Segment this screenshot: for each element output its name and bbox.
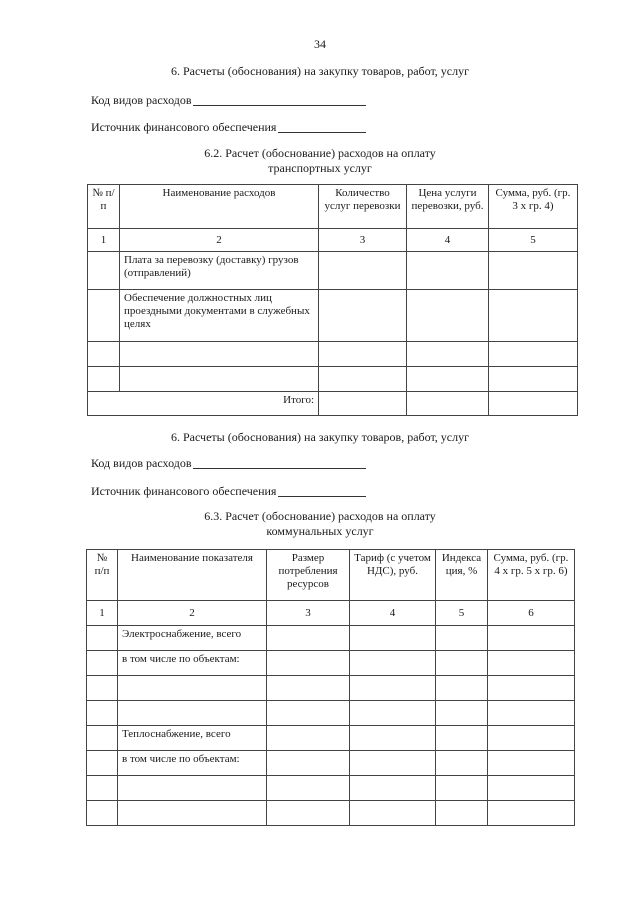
row-name-cell[interactable] [118, 701, 267, 726]
sum-cell[interactable] [488, 651, 575, 676]
sum-cell[interactable] [489, 342, 578, 367]
row-name-cell[interactable] [118, 801, 267, 826]
indexation-cell[interactable] [436, 676, 488, 701]
tariff-cell[interactable] [350, 626, 436, 651]
header-cell: Наименование расходов [120, 185, 319, 229]
consumption-cell[interactable] [267, 651, 350, 676]
sum-cell[interactable] [489, 290, 578, 342]
consumption-cell[interactable] [267, 751, 350, 776]
table-title-line1: 6.2. Расчет (обоснование) расходов на оплату [204, 146, 436, 160]
header-cell: № п/п [88, 185, 120, 229]
table-row [87, 776, 575, 801]
column-number: 2 [120, 229, 319, 252]
indexation-cell[interactable] [436, 626, 488, 651]
table-row [88, 342, 578, 367]
indexation-cell[interactable] [436, 651, 488, 676]
consumption-cell[interactable] [267, 776, 350, 801]
header-cell: Наименование показателя [118, 550, 267, 601]
row-name-cell: Обеспечение должностных лиц проездными документами в служебных целях [120, 290, 319, 342]
table-title [60, 146, 580, 176]
column-number: 1 [87, 601, 118, 626]
column-number: 3 [267, 601, 350, 626]
quantity-cell[interactable] [319, 290, 407, 342]
indexation-cell[interactable] [436, 751, 488, 776]
row-number-cell[interactable] [87, 751, 118, 776]
row-name-cell[interactable] [120, 367, 319, 392]
expense-code-field[interactable] [193, 468, 366, 469]
row-name-cell: Электроснабжение, всего [118, 626, 267, 651]
column-number: 6 [488, 601, 575, 626]
row-name-cell: Плата за перевозку (доставку) грузов (отправлений) [120, 252, 319, 290]
table-row [87, 726, 575, 751]
table-title-line2: транспортных услуг [268, 161, 372, 175]
header-cell: Индекса ция, % [436, 550, 488, 601]
tariff-cell[interactable] [350, 801, 436, 826]
row-number-cell[interactable] [88, 290, 120, 342]
sum-cell[interactable] [488, 626, 575, 651]
table-title [60, 509, 580, 539]
header-cell: Количество услуг перевозки [319, 185, 407, 229]
header-cell: Тариф (с учетом НДС), руб. [350, 550, 436, 601]
tariff-cell[interactable] [350, 726, 436, 751]
column-number: 2 [118, 601, 267, 626]
row-name-cell: Теплоснабжение, всего [118, 726, 267, 751]
consumption-cell[interactable] [267, 726, 350, 751]
sum-cell[interactable] [488, 751, 575, 776]
consumption-cell[interactable] [267, 626, 350, 651]
table-header-row [87, 550, 575, 601]
row-name-cell[interactable] [118, 676, 267, 701]
funding-source-field[interactable] [278, 496, 366, 497]
section-title: 6. Расчеты (обоснования) на закупку товаров, работ, услуг [170, 64, 470, 78]
funding-source-label: Источник финансового обеспечения [91, 120, 277, 134]
table-row [87, 626, 575, 651]
sum-cell[interactable] [488, 701, 575, 726]
column-number-row [88, 229, 578, 252]
table-row [88, 367, 578, 392]
indexation-cell[interactable] [436, 701, 488, 726]
consumption-cell[interactable] [267, 701, 350, 726]
row-number-cell[interactable] [88, 342, 120, 367]
table-row [87, 676, 575, 701]
row-name-cell[interactable] [118, 776, 267, 801]
price-cell[interactable] [407, 252, 489, 290]
utility-services-table [86, 549, 575, 826]
sum-cell[interactable] [489, 252, 578, 290]
column-number: 4 [350, 601, 436, 626]
row-number-cell[interactable] [87, 726, 118, 751]
row-number-cell[interactable] [87, 676, 118, 701]
expense-code-label: Код видов расходов [91, 93, 192, 107]
sum-cell[interactable] [488, 801, 575, 826]
table-row [87, 651, 575, 676]
price-cell[interactable] [407, 367, 489, 392]
sum-cell[interactable] [488, 726, 575, 751]
funding-source-field[interactable] [278, 132, 366, 133]
indexation-cell[interactable] [436, 726, 488, 751]
table-row [88, 252, 578, 290]
section-title: 6. Расчеты (обоснования) на закупку товаров, работ, услуг [170, 430, 470, 444]
indexation-cell[interactable] [436, 776, 488, 801]
row-number-cell[interactable] [87, 776, 118, 801]
header-cell: Размер потребления ресурсов [267, 550, 350, 601]
table-title-line2: коммунальных услуг [266, 524, 374, 538]
tariff-cell[interactable] [350, 776, 436, 801]
total-row [88, 392, 578, 416]
price-cell[interactable] [407, 290, 489, 342]
indexation-cell[interactable] [436, 801, 488, 826]
page-number: 34 [314, 37, 326, 51]
table-row [87, 751, 575, 776]
funding-source-label: Источник финансового обеспечения [91, 484, 277, 498]
row-number-cell[interactable] [87, 651, 118, 676]
quantity-cell[interactable] [319, 367, 407, 392]
column-number: 5 [489, 229, 578, 252]
column-number: 1 [88, 229, 120, 252]
total-sum-cell[interactable] [489, 392, 578, 416]
header-cell: Сумма, руб. (гр. 3 x гр. 4) [489, 185, 578, 229]
sum-cell[interactable] [488, 676, 575, 701]
column-number: 3 [319, 229, 407, 252]
sum-cell[interactable] [488, 776, 575, 801]
quantity-cell[interactable] [319, 342, 407, 367]
total-label: Итого: [88, 392, 319, 416]
total-price-cell[interactable] [407, 392, 489, 416]
row-name-cell: в том числе по объектам: [118, 751, 267, 776]
sum-cell[interactable] [489, 367, 578, 392]
consumption-cell[interactable] [267, 676, 350, 701]
header-cell: Сумма, руб. (гр. 4 x гр. 5 x гр. 6) [488, 550, 575, 601]
tariff-cell[interactable] [350, 701, 436, 726]
table-row [87, 801, 575, 826]
header-cell: Цена услуги перевозки, руб. [407, 185, 489, 229]
quantity-cell[interactable] [319, 252, 407, 290]
row-number-cell[interactable] [87, 701, 118, 726]
transport-services-table [87, 184, 578, 416]
column-number: 5 [436, 601, 488, 626]
consumption-cell[interactable] [267, 801, 350, 826]
tariff-cell[interactable] [350, 651, 436, 676]
total-quantity-cell[interactable] [319, 392, 407, 416]
header-cell: № п/п [87, 550, 118, 601]
table-header-row [88, 185, 578, 229]
column-number: 4 [407, 229, 489, 252]
expense-code-label: Код видов расходов [91, 456, 192, 470]
row-number-cell[interactable] [88, 367, 120, 392]
row-number-cell[interactable] [87, 626, 118, 651]
row-number-cell[interactable] [87, 801, 118, 826]
table-title-line1: 6.3. Расчет (обоснование) расходов на оплату [204, 509, 436, 523]
expense-code-field[interactable] [193, 105, 366, 106]
table-row [88, 290, 578, 342]
column-number-row [87, 601, 575, 626]
price-cell[interactable] [407, 342, 489, 367]
tariff-cell[interactable] [350, 751, 436, 776]
row-name-cell: в том числе по объектам: [118, 651, 267, 676]
row-name-cell[interactable] [120, 342, 319, 367]
table-row [87, 701, 575, 726]
tariff-cell[interactable] [350, 676, 436, 701]
row-number-cell[interactable] [88, 252, 120, 290]
